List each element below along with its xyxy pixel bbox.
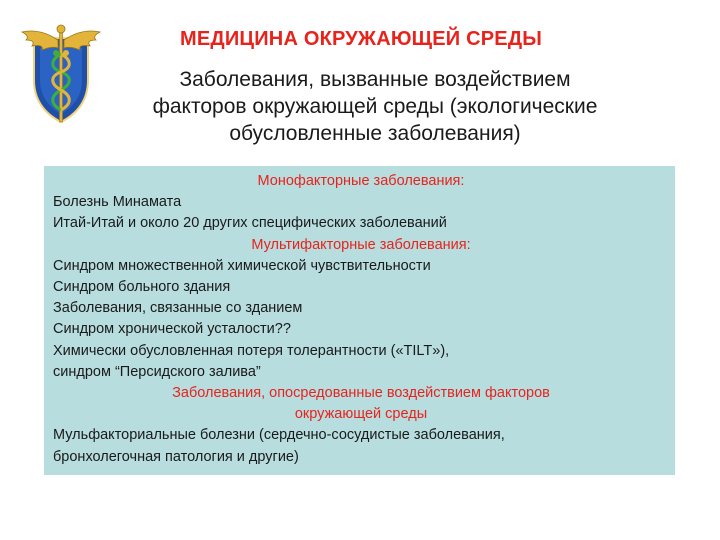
list-item: Синдром больного здания [53, 279, 231, 296]
section-heading-mediated-cont: окружающей среды [294, 406, 428, 423]
disease-list-box [44, 166, 675, 475]
page-title: МЕДИЦИНА ОКРУЖАЮЩЕЙ СРЕДЫ [180, 28, 543, 50]
subtitle-line: Заболевания, вызванные воздействием [179, 68, 571, 91]
list-item: Заболевания, связанные со зданием [53, 300, 303, 317]
list-item: Синдром хронической усталости?? [53, 321, 291, 338]
list-item: Химически обусловленная потеря толерантности («TILT»), [53, 342, 450, 359]
subtitle [95, 66, 655, 147]
list-item: Мульфакториальные болезни (сердечно-сосудистые заболевания, [53, 427, 505, 444]
caduceus-icon [20, 20, 102, 128]
subtitle-line: факторов окружающей среды (экологические [152, 95, 598, 118]
list-item: синдром “Персидского залива” [53, 363, 261, 380]
list-item: Итай-Итай и около 20 других специфических заболеваний [53, 215, 447, 232]
section-heading-monofactorial: Монофакторные заболевания: [257, 173, 465, 189]
section-heading-mediated: Заболевания, опосредованные воздействием факторов [172, 385, 550, 402]
list-item: бронхолегочная патология и другие) [53, 448, 299, 465]
list-item: Синдром множественной химической чувствительности [53, 257, 431, 274]
list-item: Болезнь Минамата [53, 194, 182, 211]
section-heading-multifactorial: Мультифакторные заболевания: [251, 236, 471, 253]
subtitle-line: обусловленные заболевания) [229, 122, 521, 145]
